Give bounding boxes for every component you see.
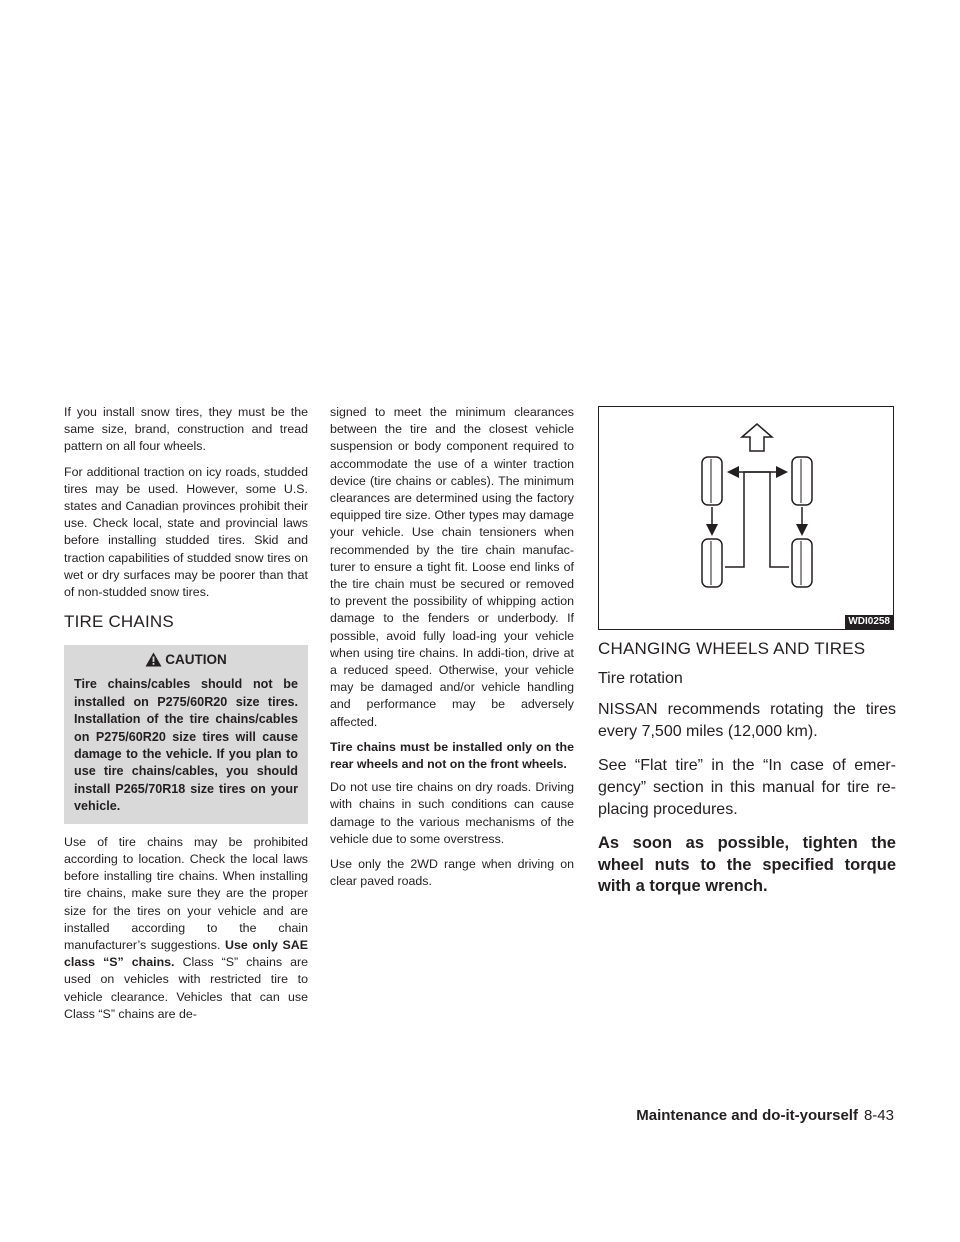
- torque-wrench-notice: As soon as possible, tighten the wheel nuts to the specified torque with a torque wrench.: [598, 834, 896, 896]
- sae-class-s-notice: Use only SAE class “S” chains.: [64, 937, 308, 970]
- middle-column: [330, 404, 574, 898]
- front-left-tire: [702, 457, 722, 505]
- right-column: [598, 638, 896, 910]
- caution-text: Tire chains/cables should not be installed on P275/60R20 size tires. Installation of the tire chains/cables on P275/60R20 size tires will cause damage to the vehicle. If you plan to use tire chains/cables, you should install P265/70R18 size tires on your vehicle.: [74, 677, 298, 814]
- rear-left-to-front-right-arrow: [725, 472, 785, 567]
- caution-title: CAUTION: [165, 652, 227, 668]
- tire-rotation-subheading: Tire rotation: [598, 670, 683, 687]
- 2wd-range-paragraph: Use only the 2WD range when driving on clear paved roads.: [330, 857, 574, 889]
- rear-left-tire: [702, 539, 722, 587]
- warning-icon: [145, 652, 162, 667]
- dry-roads-paragraph: Do not use tire chains on dry roads. Driving with chains in such conditions can cause damage to the various mechanisms of the vehicle due to some overstress.: [330, 780, 574, 846]
- changing-wheels-heading: CHANGING WHEELS AND TIRES: [598, 639, 866, 658]
- rear-wheels-notice: Tire chains must be installed only on the rear wheels and not on the front wheels.: [330, 739, 574, 772]
- rear-right-to-front-left-arrow: [730, 472, 789, 567]
- chapter-title: Maintenance and do-it-yourself: [636, 1107, 858, 1124]
- page-number: 8-43: [863, 1107, 894, 1124]
- tire-rotation-diagram: [598, 406, 894, 630]
- tire-chains-text-end: Class “S” chains are used on vehicles with restricted tire to vehicle clearance. Vehicles that can use Class “S” chains are de-: [64, 955, 308, 1021]
- figure-id-label: WDI0258: [845, 615, 893, 629]
- left-column: [64, 404, 308, 1031]
- studded-tires-paragraph: For additional traction on icy roads, studded tires may be used. However, some U.S. states and Canadian provinces prohibit their use. Check local, state and provincial laws before installing studded tires. Skid and traction capabilities of studded snow tires on wet or dry surfaces may be poorer than that of non-studded snow tires.: [64, 464, 308, 600]
- tire-chains-heading: TIRE CHAINS: [64, 612, 174, 632]
- tire-chains-text-start: Use of tire chains may be prohibited according to location. Check the local laws before installing tire chains. When installing tire chains, make sure they are the proper size for the tires on your vehicle and are installed according to the chain manufacturer’s suggestions.: [64, 834, 308, 952]
- snow-tires-paragraph: If you install snow tires, they must be the same size, brand, construction and tread pattern on all four wheels.: [64, 405, 308, 454]
- rotation-diagram-graphic: [599, 407, 893, 629]
- page-footer: [636, 1107, 894, 1124]
- caution-header: [74, 651, 298, 668]
- clearances-paragraph: signed to meet the minimum clearances between the tire and the closest vehicle suspension or body component required to accommodate the use of a winter traction device (tire chains or cables). The minimum clearances are determined using the factory equipped tire size. Other types may damage your vehicle. Use chain tensioners when recommended by the tire chain manufac-turer to ensure a tight fit. Loose end links of the tire chain must be secured or removed to prevent the possibility of whipping action damage to the fenders or underbody. If possible, avoid fully load-ing your vehicle when using tire chains. In addi-tion, drive at a reduced speed. Otherwise, your vehicle may be damaged and/or vehicle handling and performance may be adversely affected.: [330, 405, 574, 729]
- rotation-interval-paragraph: NISSAN recommends rotating the tires every 7,500 miles (12,000 km).: [598, 701, 896, 741]
- front-right-tire: [792, 457, 812, 505]
- rear-right-tire: [792, 539, 812, 587]
- forward-direction-arrow: [742, 424, 772, 451]
- tire-chains-paragraph: [64, 834, 308, 1023]
- caution-box: [64, 645, 308, 823]
- flat-tire-reference-paragraph: See “Flat tire” in the “In case of emer-gency” section in this manual for tire re-placing procedures.: [598, 757, 896, 819]
